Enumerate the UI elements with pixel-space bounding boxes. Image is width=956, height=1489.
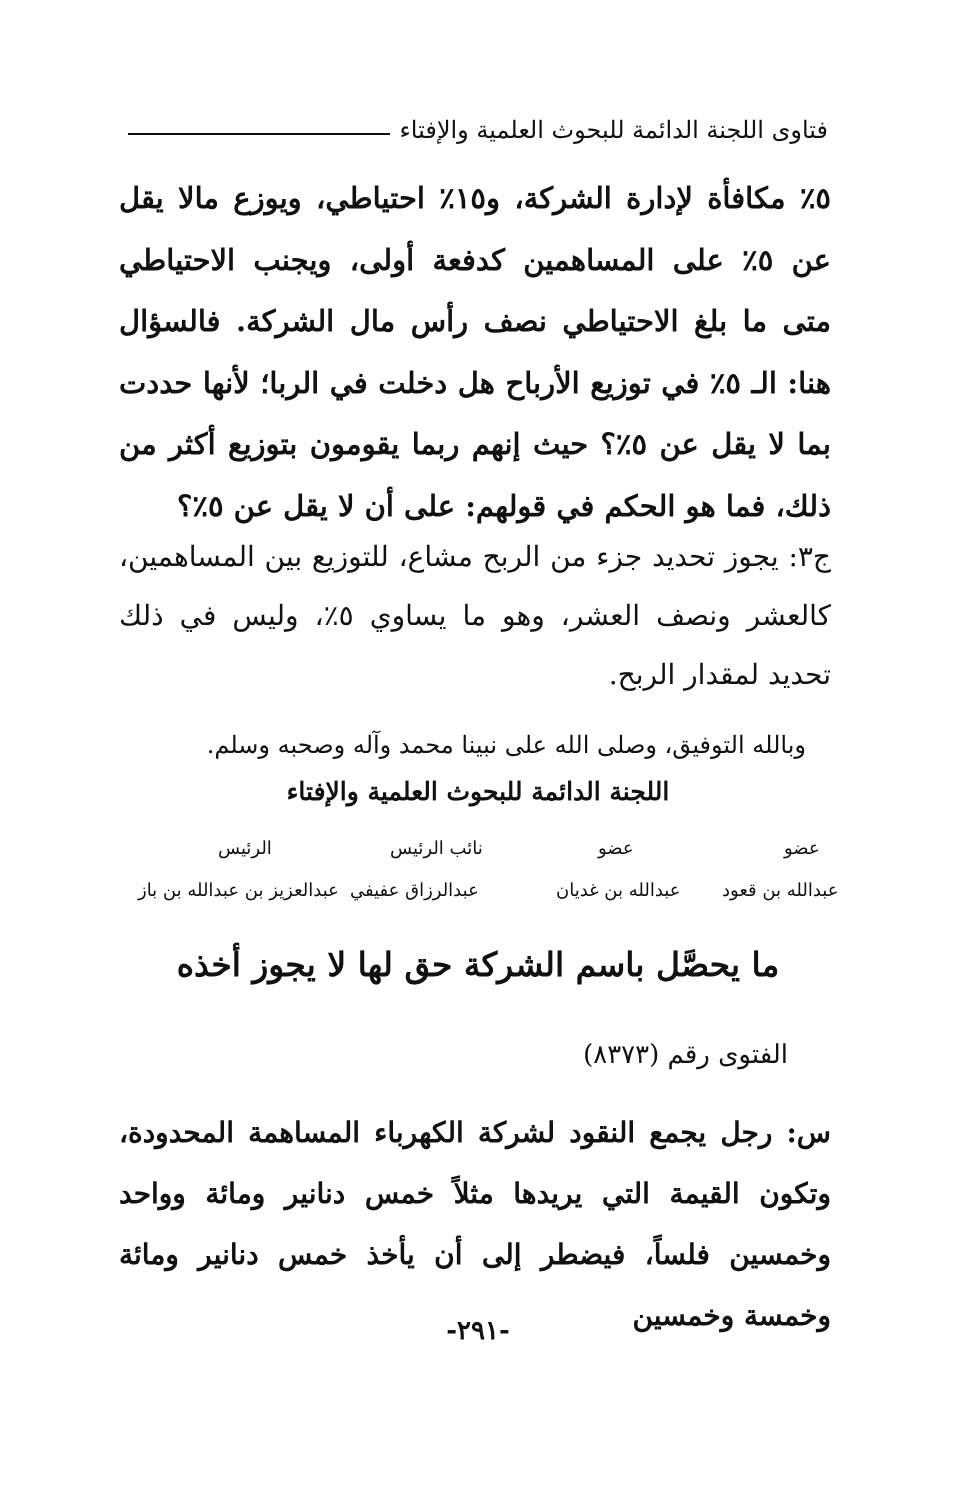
signatory-name: عبدالله بن غديان: [556, 880, 681, 901]
signatory-role: عضو: [784, 838, 820, 859]
signatory-name: عبدالعزيز بن عبدالله بن باز: [138, 880, 339, 901]
fatwa-number: الفتوى رقم (٨٣٧٣): [583, 1040, 788, 1070]
committee-name: اللجنة الدائمة للبحوث العلمية والإفتاء: [286, 777, 670, 806]
page-number: -٢٩١-: [446, 1316, 510, 1346]
answer-paragraph: ج٣: يجوز تحديد جزء من الربح مشاع، للتوزيع بين المساهمين، كالعشر ونصف العشر، وهو ما يساوي ٥٪، وليس في ذلك تحديد لمقدار الربح.: [119, 540, 832, 691]
question-paragraph: س: رجل يجمع النقود لشركة الكهرباء المساهمة المحدودة، وتكون القيمة التي يريدها مثلاً خمس دنانير ومائة وواحد وخمسين فلساً، فيضطر إلى أن يأخذ خمس دنانير ومائة وخمسة وخمسين: [119, 1116, 831, 1332]
closing-line: وبالله التوفيق، وصلى الله على نبينا محمد وآله وصحبه وسلم.: [206, 731, 806, 759]
signatory-name: عبدالله بن قعود: [722, 880, 839, 901]
running-header-title: فتاوى اللجنة الدائمة للبحوث العلمية والإفتاء: [399, 116, 828, 144]
section-title: ما يحصَّل باسم الشركة حق لها لا يجوز أخذه: [176, 945, 780, 984]
running-header: [128, 104, 828, 144]
signatory-role: نائب الرئيس: [390, 838, 483, 859]
signatory-name: عبدالرزاق عفيفي: [350, 880, 479, 901]
question-paragraph: ٥٪ مكافأة لإدارة الشركة، و١٥٪ احتياطي، ويوزع مالا يقل عن ٥٪ على المساهمين كدفعة أولى، ويجنب الاحتياطي متى ما بلغ الاحتياطي نصف رأس مال الشركة. فالسؤال هنا: الـ ٥٪ في توزيع الأرباح هل دخلت في الربا؛ لأنها حددت بما لا يقل عن ٥٪؟ حيث إنهم ربما يقومون بتوزيع أكثر من ذلك، فما هو الحكم في قولهم: على أن لا يقل عن ٥٪؟: [119, 181, 831, 523]
signatory-role: الرئيس: [218, 838, 272, 859]
signatory-role: عضو: [598, 838, 634, 859]
header-rule: [128, 133, 390, 135]
